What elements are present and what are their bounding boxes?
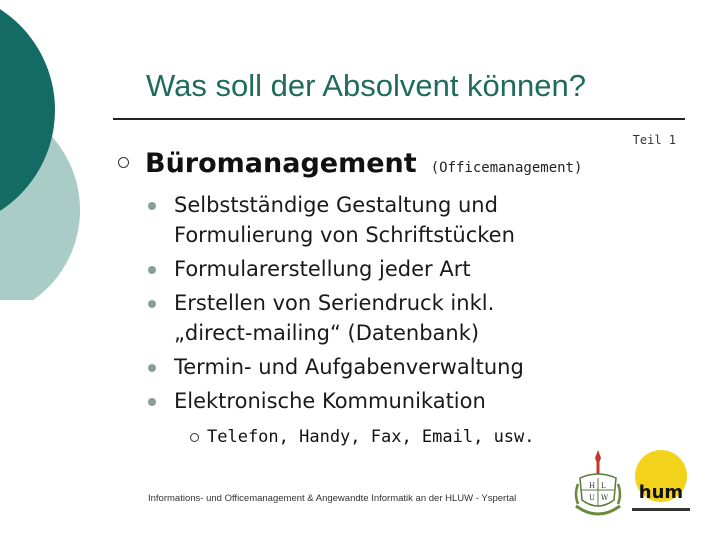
level1-item bbox=[118, 148, 582, 179]
part-label: Teil 1 bbox=[632, 133, 676, 147]
list-item bbox=[148, 254, 668, 284]
slide-title: Was soll der Absolvent können? bbox=[146, 68, 586, 103]
hum-logo bbox=[630, 450, 692, 516]
dot-bullet-icon bbox=[148, 300, 156, 308]
dot-bullet-icon bbox=[148, 202, 156, 210]
list-item-text: Selbstständige Gestaltung und Formulierung von Schriftstücken bbox=[174, 193, 515, 247]
list-item-text: Formularerstellung jeder Art bbox=[174, 257, 471, 281]
list-item-text: Elektronische Kommunikation bbox=[174, 389, 486, 413]
dot-bullet-icon bbox=[148, 266, 156, 274]
svg-text:hum: hum bbox=[638, 482, 684, 503]
svg-text:L: L bbox=[601, 482, 606, 490]
level1-sublabel: (Officemanagement) bbox=[430, 160, 583, 176]
level1-label: Büromanagement bbox=[145, 148, 417, 179]
dot-bullet-icon bbox=[148, 364, 156, 372]
list-item bbox=[148, 288, 668, 348]
svg-text:W: W bbox=[601, 494, 609, 502]
footer-text: Informations- und Officemanagement & Angewandte Informatik an der HLUW - Yspertal bbox=[148, 493, 517, 504]
hollow-circle-bullet-icon bbox=[190, 433, 199, 442]
list-item bbox=[148, 386, 668, 416]
school-crest-logo bbox=[570, 448, 626, 523]
level2-list bbox=[148, 190, 668, 420]
title-divider bbox=[113, 118, 685, 120]
level3-text: Telefon, Handy, Fax, Email, usw. bbox=[207, 427, 535, 447]
level3-item bbox=[190, 427, 535, 447]
list-item-text: Termin- und Aufgabenverwaltung bbox=[174, 355, 524, 379]
list-item-text: Erstellen von Seriendruck inkl. „direct-mailing“ (Datenbank) bbox=[174, 291, 495, 345]
hollow-circle-bullet-icon bbox=[118, 157, 129, 168]
svg-text:U: U bbox=[589, 494, 595, 502]
list-item bbox=[148, 190, 668, 250]
list-item bbox=[148, 352, 668, 382]
dot-bullet-icon bbox=[148, 398, 156, 406]
svg-text:H: H bbox=[589, 482, 596, 490]
